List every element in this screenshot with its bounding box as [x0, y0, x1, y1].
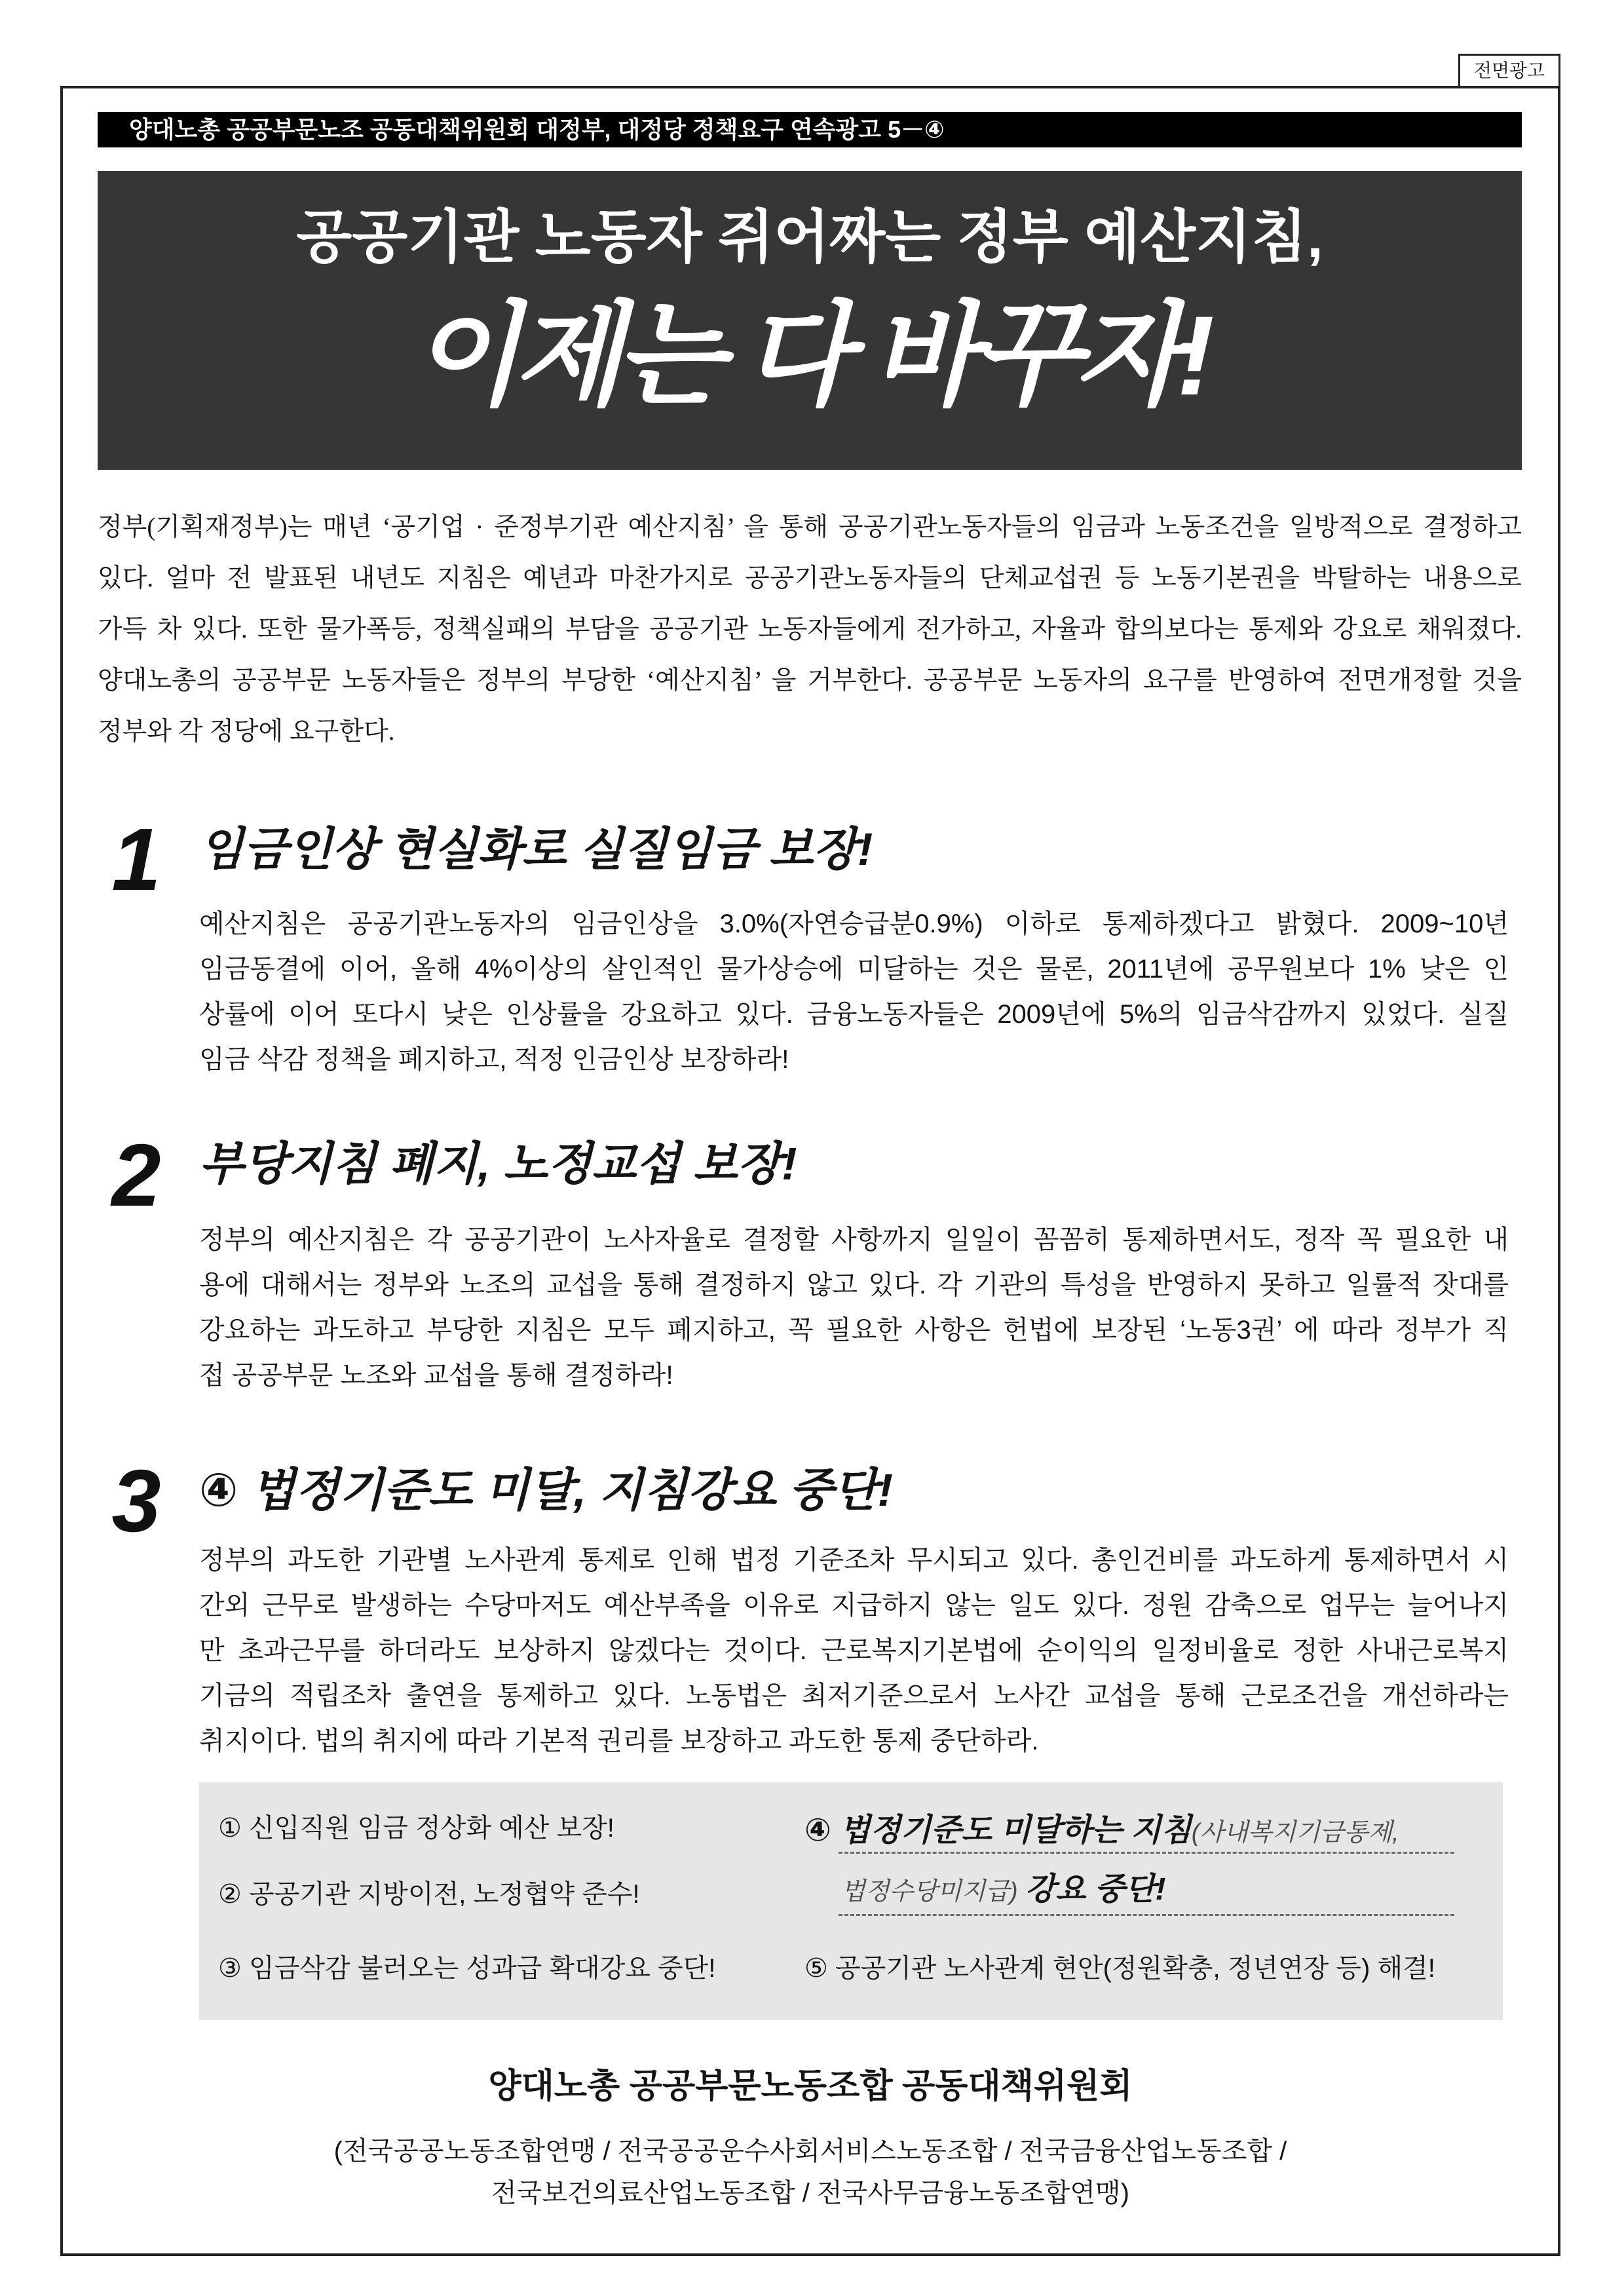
demand-item-4-line-1	[804, 1811, 1399, 1850]
demand-item-3: ③ 임금삭감 불러오는 성과급 확대강요 중단!	[218, 1954, 716, 1983]
section-heading-2: 부당지침 폐지, 노정교섭 보장!	[199, 1138, 797, 1189]
intro-line: 가득 차 있다. 또한 물가폭등, 정책실패의 부담을 공공기관 노동자들에게 전가하고, 자율과 합의보다는 통제와 강요로 채워졌다.	[98, 615, 1522, 643]
signature-members-line: 전국보건의료산업노동조합 / 전국사무금융노동조합연맹)	[491, 2179, 1130, 2208]
demand-item-4-title: ④ 법정기준도 미달하는 지침	[804, 1813, 1192, 1848]
demand-item-4-line-2	[841, 1870, 1166, 1909]
section-body-line: 정부의 과도한 기관별 노사관계 통제로 인해 법정 기준조차 무시되고 있다. 총인건비를 과도하게 통제하면서 시	[199, 1546, 1509, 1575]
intro-line: 정부와 각 정당에 요구한다.	[98, 718, 395, 746]
headline-line-1: 공공기관 노동자 쥐어짜는 정부 예산지침,	[296, 204, 1323, 269]
section-number-2: 2	[111, 1126, 161, 1225]
intro-line: 정부(기획재정부)는 매년 ‘공기업 · 준정부기관 예산지침’ 을 통해 공공기관노동자들의 임금과 노동조건을 일방적으로 결정하고	[98, 513, 1522, 541]
section-number-3: 3	[111, 1451, 161, 1550]
intro-line: 양대노총의 공공부문 노동자들은 정부의 부당한 ‘예산지침’ 을 거부한다. 공공부문 노동자의 요구를 반영하여 전면개정할 것을	[98, 666, 1522, 695]
intro-paragraph	[98, 502, 1522, 757]
section-body-line: 만 초과근무를 하더라도 보상하지 않겠다는 것이다. 근로복지기본법에 순이익의 일정비율로 정한 사내근로복지	[199, 1636, 1509, 1665]
section-body-line: 정부의 예산지침은 각 공공기관이 노사자율로 결정할 사항까지 일일이 꼼꼼히 통제하면서도, 정작 꼭 필요한 내	[199, 1225, 1509, 1254]
series-banner: 양대노총 공공부문노조 공동대책위원회 대정부, 대정당 정책요구 연속광고 5－④	[98, 112, 1522, 147]
section-body-line: 임금 삭감 정책을 폐지하고, 적정 인금인상 보장하라!	[199, 1045, 789, 1074]
demand-item-4-note: (사내복지기금통제,	[1191, 1819, 1399, 1846]
section-heading-1: 임금인상 현실화로 실질임금 보장!	[199, 824, 873, 875]
ad-type-label: 전면광고	[1458, 54, 1560, 86]
section-body-line: 임금동결에 이어, 올해 4%이상의 살인적인 물가상승에 미달하는 것은 물론, 2011년에 공무원보다 1% 낮은 인	[199, 955, 1509, 984]
headline-box	[98, 171, 1522, 470]
section-body-line: 상률에 이어 또다시 낮은 인상률을 강요하고 있다. 금융노동자들은 2009년에 5%의 임금삭감까지 있었다. 실질	[199, 1000, 1509, 1029]
demand-item-1: ① 신입직원 임금 정상화 예산 보장!	[218, 1814, 614, 1843]
dashed-underline	[839, 1914, 1454, 1916]
section-body-line: 예산지침은 공공기관노동자의 임금인상을 3.0%(자연승급분0.9%) 이하로 통제하겠다고 밝혔다. 2009~10년	[199, 909, 1509, 938]
demands-box	[199, 1782, 1503, 2020]
section-number-1: 1	[111, 810, 161, 909]
headline-line-2: 이제는 다 바꾸자!	[411, 293, 1208, 419]
signature-organization: 양대노총 공공부문노동조합 공동대책위원회	[488, 2067, 1133, 2105]
section-body-3	[199, 1538, 1509, 1764]
section-body-line: 용에 대해서는 정부와 노조의 교섭을 통해 결정하지 않고 있다. 각 기관의 특성을 반영하지 못하고 일률적 잣대를	[199, 1271, 1509, 1299]
section-body-1	[199, 902, 1509, 1082]
dashed-underline	[839, 1852, 1454, 1854]
section-body-line: 강요하는 과도하고 부당한 지침은 모두 폐지하고, 꼭 필요한 사항은 헌법에 보장된 ‘노동3권’ 에 따라 정부가 직	[199, 1316, 1509, 1345]
section-body-2	[199, 1217, 1509, 1398]
section-body-line: 접 공공부문 노조와 교섭을 통해 결정하라!	[199, 1361, 673, 1390]
section-heading-3: ④ 법정기준도 미달, 지침강요 중단!	[199, 1464, 893, 1516]
section-body-line: 기금의 적립조차 출연을 통제하고 있다. 노동법은 최저기준으로서 노사간 교섭을 통해 근로조건을 개선하라는	[199, 1681, 1509, 1710]
demand-item-4-note: 법정수당미지급)	[841, 1878, 1018, 1905]
signature-members-line: (전국공공노동조합연맹 / 전국공공운수사회서비스노동조합 / 전국금융산업노동조합 /	[333, 2137, 1287, 2166]
section-body-line: 간외 근무로 발생하는 수당마저도 예산부족을 이유로 지급하지 않는 일도 있다. 정원 감축으로 업무는 늘어나지	[199, 1591, 1509, 1620]
demand-item-2: ② 공공기관 지방이전, 노정협약 준수!	[218, 1880, 640, 1909]
demand-item-5: ⑤ 공공기관 노사관계 현안(정원확충, 정년연장 등) 해결!	[804, 1954, 1435, 1983]
section-body-line: 취지이다. 법의 취지에 따라 기본적 권리를 보장하고 과도한 통제 중단하라.	[199, 1727, 1039, 1755]
intro-line: 있다. 얼마 전 발표된 내년도 지침은 예년과 마찬가지로 공공기관노동자들의 단체교섭권 등 노동기본권을 박탈하는 내용으로	[98, 564, 1522, 592]
demand-item-4-tail: 강요 중단!	[1025, 1872, 1166, 1907]
